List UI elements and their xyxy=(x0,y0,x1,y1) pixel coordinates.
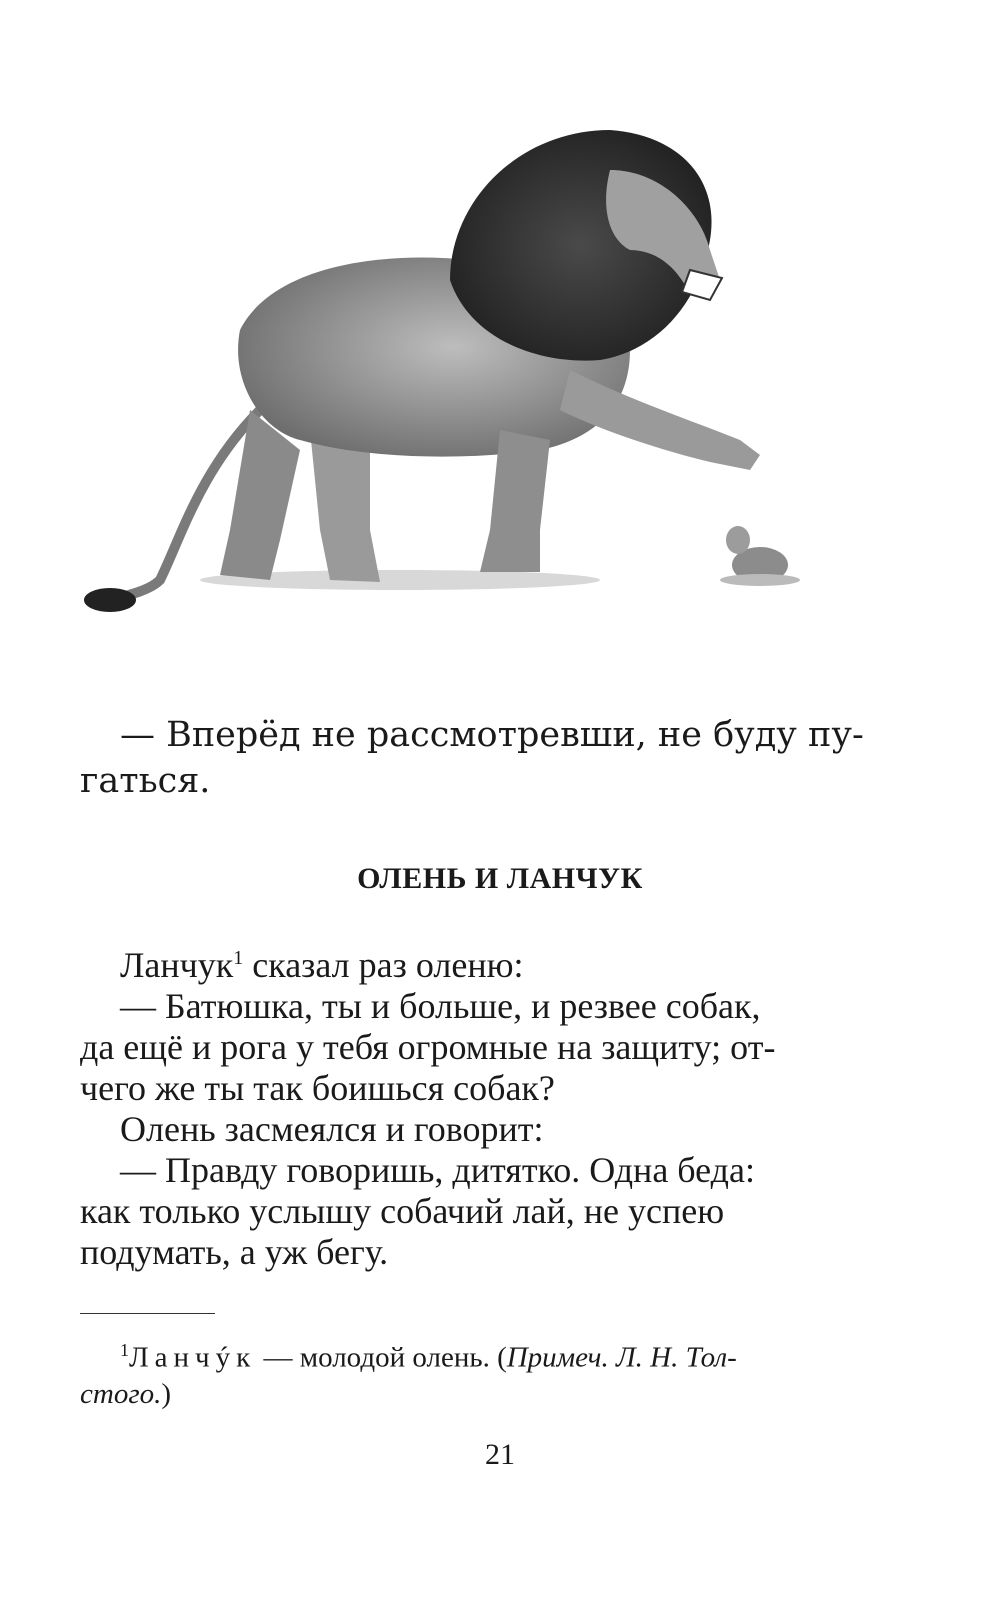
top-text-line: — Вперёд не рассмотревши, не буду пу- xyxy=(120,715,864,755)
story-paragraph xyxy=(80,986,880,1109)
footnote-divider xyxy=(80,1313,215,1314)
story-line: Олень засмеялся и говорит: xyxy=(120,1109,544,1149)
story-line: чего же ты так боишься собак? xyxy=(80,1068,555,1108)
footnote-note: стого. xyxy=(80,1377,162,1410)
footnote-mark: 1 xyxy=(120,1340,129,1360)
story-line: как только услышу собачий лай, не успею xyxy=(80,1191,725,1231)
story-text: сказал раз оленю: xyxy=(243,945,524,985)
footnote-marker: 1 xyxy=(233,947,244,969)
story-paragraph xyxy=(80,1150,880,1273)
footnote xyxy=(80,1332,880,1412)
story-paragraph xyxy=(80,1109,880,1150)
story-paragraph xyxy=(80,938,880,986)
page-number: 21 xyxy=(485,1438,515,1471)
top-text-line: гаться. xyxy=(80,761,211,801)
footnote-note: Примеч. Л. Н. Тол- xyxy=(506,1341,737,1374)
story-word: Ланчук xyxy=(120,945,234,985)
story-title: ОЛЕНЬ И ЛАНЧУК xyxy=(357,862,643,895)
story-line: — Батюшка, ты и больше, и резвее собак, xyxy=(120,986,761,1026)
story-line: — Правду говоришь, дитятко. Одна беда: xyxy=(120,1150,755,1190)
footnote-term: Ланчýк xyxy=(129,1341,257,1374)
top-text-paragraph xyxy=(80,712,870,804)
footnote-definition: — молодой олень. ( xyxy=(256,1341,507,1374)
story-line: да ещё и рога у тебя огромные на защиту; от- xyxy=(80,1027,776,1067)
footnote-close: ) xyxy=(161,1377,172,1410)
story-body xyxy=(80,938,880,1273)
story-line: подумать, а уж бегу. xyxy=(80,1232,389,1272)
lion-and-frog-illustration xyxy=(70,110,850,630)
